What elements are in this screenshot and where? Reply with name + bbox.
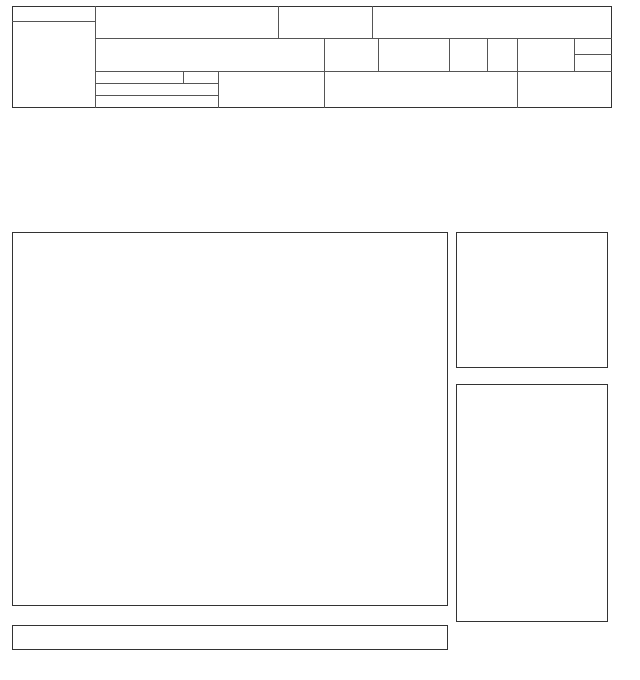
parts-table — [456, 384, 608, 622]
inspection-table — [12, 232, 448, 606]
header-block — [12, 6, 612, 108]
notices-box — [12, 625, 448, 650]
remarks-table — [456, 232, 608, 368]
